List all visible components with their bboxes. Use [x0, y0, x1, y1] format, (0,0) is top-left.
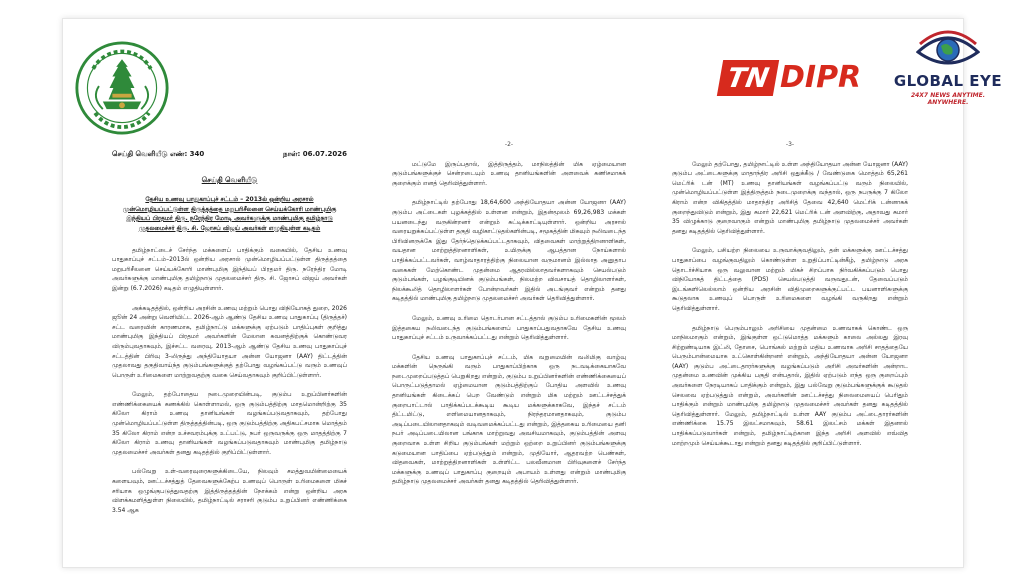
paragraph: தமிழ்நாட்டில் தற்போது 18,64,600 அந்தியோதயா அன்ன யோஜனா (AAY) குடும்ப அட்டைகள் புழக்கத்தில் உள்ளன என்றும், இதன்மூலம் 69,26,983 மக்கள் பயனடைந்து வருகின்றனர் என்றும் சுட்டிக்காட்டியுள்ளார். ஒன்றிய அரசால் வரையறுக்கப்பட்டுள்ள தகுதி வழிகாட்டுதல்களின்படி, சமூகத்தின் மிகவும் நலிவடைந்த பிரிவினருக்கே இது தேர்ந்தெடுக்கப்பட்டதாகவும், விதவைகள் மாற்றுத்திறனாளிகள், வயதான மாற்றுத்திறனாளிகள், உயிருக்கு ஆபத்தான நோய்களால் பாதிக்கப்பட்டவர்கள், வாழ்வாதாரத்திற்கு நிலையான வருமானம் இல்லாத அனுதாப வகைகள் மேற்கொண்ட முதன்மை ஆதரவில்லாதவர்களாகவும் செயல்படும் குடும்பங்கள், பழங்குடியினக் குடும்பங்கள், நிலமற்ற விவசாயத் தொழிலாளர்கள், நிலக்கூலித் தொழிலாளர்கள் போன்றவர்கள் இதில் அடங்குவர் என்றும் தனது கடிதத்தில் மாண்புமிகு தமிழ்நாடு முதலமைச்சர் அவர்கள் தெரிவித்துள்ளார்.	[392, 199, 626, 303]
paragraph: மேலும், உணவு உரிமை தொடர்பான சட்டத்தால் குடும்ப உரிமைகளின் மூலம் இத்தகைய நலிவடைந்த குடும்பங்களைப் பாதுகாப்பதுவதாகவே தேசிய உணவு பாதுகாப்புச் சட்டம் உருவாக்கப்பட்டது என்றும் தெரிவித்துள்ளார்.	[392, 314, 626, 342]
global-eye-logo	[890, 30, 1006, 110]
release-date: நாள்: 06.07.2026	[283, 150, 347, 158]
paragraph: தமிழ்நாட்டைச் சேர்ந்த மக்களைப் பாதிக்கும் வகையில், தேசிய உணவு பாதுகாப்புச் சட்டம்–2013ல் ஒன்றிய அரசால் முன்மொழியப்பட்டுள்ள திருத்தத்தை மறுபரிசீலனை செய்யக்கோரி மாண்புமிகு இந்தியப் பிரதமர் திரு. நரேந்திர மோடி அவர்களுக்கு மாண்புமிகு தமிழ்நாடு முதலமைச்சர் திரு. சி. ஜோசப் விஜய் அவர்கள் இன்று (6.7.2026) கடிதம் எழுதியுள்ளார்.	[112, 246, 347, 292]
column-one	[112, 150, 347, 525]
paragraph: மேலும், பசியற்ற நிலையை உருவாக்குவதிலும், தன் மக்களுக்கு ஊட்டச்சத்து பாதுகாப்பை வழங்குவதிலும் கொண்டுள்ள உறுதிப்பாட்டின்கீழ், தமிழ்நாடு அரசு தொடர்ச்சியாக ஒரு வலுவான மற்றும் மிகச் சிறப்பாக நிர்வகிக்கப்படும் பொது விநியோகத் திட்டத்தை (PDS) செயல்படுத்தி வருவதுடன், தேவைப்படும் இடங்களிலெல்லாம் ஒன்றிய அரசின் விதிமுறைகளுக்குட்பட்ட பயனாளிகளுக்கு கூடுதலாக உணவுப் பொருள் உரிமைகளை வழங்கி வருகிறது என்றும் தெரிவித்துள்ளார்.	[672, 247, 908, 312]
tndipr-logo	[720, 60, 872, 96]
column-two	[392, 141, 626, 497]
global-eye-name: GLOBAL EYE	[893, 72, 1003, 90]
release-heading: செய்தி வெளியீடு	[201, 175, 258, 184]
temple-emblem-icon	[74, 40, 170, 136]
page-number: -2-	[504, 141, 514, 148]
release-meta	[112, 150, 347, 160]
global-eye-tagline: 24X7 NEWS ANYTIME. ANYWHERE.	[910, 92, 986, 106]
eye-globe-icon	[916, 30, 980, 70]
paragraph: அக்கடிதத்தில், ஒன்றிய அரசின் உணவு மற்றும் பொது விநியோகத் துறை, 2026 ஜூன் 24 அன்று வெளியிட்ட 2026-ஆம் ஆண்டு தேசிய உணவு பாதுகாப்பு (திருத்தச்) சட்ட வரைவின் காரணமாக, தமிழ்நாட்டு மக்களுக்கு ஏற்படும் பாதிப்புகள் குறித்து மாண்புமிகு இந்தியப் பிரதமர் அவர்களின் மேலான கவனத்திற்குக் கொண்டுவர விரும்புவதாகவும், இச்சட்ட வரைவு, 2013-ஆம் ஆண்டு தேசிய உணவு பாதுகாப்புச் சட்டத்தின் பிரிவு 3-லிருந்து அந்தியோதயா அன்ன யோஜனா (AAY) திட்டத்தின் முதலாவது தகுதிவாய்ந்த குடும்பங்களுக்குத் தற்போது வழங்கப்பட்டு வரும் உணவுப் பொருள் உரிமைகளை மாற்றுவதற்கு வகை செய்வதாகவும் குறிப்பிட்டுள்ளார்.	[112, 304, 347, 379]
paragraph: பல்வேறு உள்-வரைவுரைகளுக்கிடையே, நிலவும் சமத்துவமின்மையைக் களையவும், ஊட்டச்சத்துத் தேவைகளுக்கேற்ப உணவுப் பொருள் உரிமைகளை மிகச் சரியாக ஒழுங்குபடுத்துவதற்கு இத்திருத்தத்தின் நோக்கம் என்று ஒன்றிய அரசு விளக்கமளித்துள்ள நிலையில், தமிழ்நாட்டில் சராசரி குடும்ப உறுப்பினர் எண்ணிக்கை 3.54 ஆக	[112, 468, 347, 514]
release-subheading: தேசிய உணவு பாதுகாப்புச் சட்டம் – 2013ல் ஒன்றிய அரசால் முன்மொழியப்பட்டுள்ள திருத்தத்தை மறுபரிசீலனை செய்யக்கோரி மாண்புமிகு இந்தியப் பிரதமர் திரு. நரேந்திர மோடி அவர்களுக்கு மாண்புமிகு தமிழ்நாடு முதலமைச்சர் திரு. சி. ஜோசப் விஜய் அவர்கள் எழுதியுள்ள கடிதம்	[122, 196, 337, 232]
paragraph: மேலும், தற்போதைய நடைமுறையின்படி, குடும்ப உறுப்பினர்களின் எண்ணிக்கையைக் கணக்கில் கொள்ளாமல், ஒரு குடும்பத்திற்கு மாதமொன்றிற்கு 35 கிலோ கிராம் உணவு தானியங்கள் வழங்கப்படுவதாகவும், தற்போது முன்மொழியப்பட்டுள்ள திருத்தத்தின்படி, ஒரு குடும்பத்திற்கு அதிகபட்சமாக மொத்தம் 35 கிலோ கிராம் என்ற உச்சவரம்புக்கு உட்பட்டு, நபர் ஒருவருக்கு ஒரு மாதத்திற்கு 7 கிலோ கிராம் உணவு தானியங்கள் வழங்கப்படுவதாகவும் மாண்புமிகு தமிழ்நாடு முதலமைச்சர் அவர்கள் தனது கடிதத்தில் குறிப்பிட்டுள்ளார்.	[112, 391, 347, 456]
page-number: -3-	[785, 141, 795, 148]
tndipr-dipr: DIPR	[780, 60, 862, 95]
release-number: செய்தி வெளியீடு எண்: 340	[112, 150, 205, 158]
paragraph: தேசிய உணவு பாதுகாப்புச் சட்டம், மிக வறுமையின் வலிமிகு வாழ்வு மக்களின் நெருங்கி வரும் பாதுகாப்பிற்காக ஒரு நடவடிக்கையாகவே நடைமுறைப்படுத்தப் பெறுகிறது என்றும், குடும்ப உறுப்பினர்களின் எண்ணிக்கையைப் பொருட்படுத்தாமல் ஏழ்மையான குடும்பத்திற்குப் போதிய அளவில் உணவு தானியங்கள் கிடைக்கப் பெற வேண்டும் என்றும் மிக மற்றும் ஊட்டச்சத்துக் குறைபாட்டால் பாதிக்கப்படக்கூடிய கூடிய மக்களுக்காகவே, இந்தச் சட்டம் திட்டமிட்டு, எளிமையானதாகவும், நிரந்தரமானதாகவும், குடும்ப அடிப்படையிலானதாகவும் வடிவமைக்கப்பட்டது என்றும், இத்தகைய உரிமையை தனி நபர் அடிப்படையிலான பங்காக மாற்றுவது அவசியமாகவும், குடும்பத்தின் அளவு குறைவாக உள்ள சிறிய குடும்பங்கள் மற்றும் ஒற்றை உறுப்பினர் குடும்பங்களுக்கு கடுமையான பாதிப்பை ஏற்படுத்தும் என்றும், முதியோர், ஆதரவற்ற பெண்கள், விதவைகள், மாற்றுத்திறனாளிகள் உள்ளிட்ட பலவீனமான பிரிவுகளைச் சேர்ந்த மக்களுக்கு உணவுப் பாதுகாப்பு குறையும் அபாயம் உள்ளது என்றும் மாண்புமிகு தமிழ்நாடு முதலமைச்சர் அவர்கள் தனது கடிதத்தில் தெரிவித்துள்ளார்.	[392, 353, 626, 486]
tndipr-tn: TN	[717, 60, 779, 96]
paragraph: தமிழ்நாடு பெரும்பாலும் அரிசியை முதன்மை உணவாகக் கொண்ட ஒரு மாநிலமாகும் என்றும், இங்குள்ள ஒட்டுமொத்த மக்களும் காலை அல்லது இரவு சிற்றுண்டியாக இட்லி, தோசை, பொங்கல் மற்றும் மதிய உணவாக அரிசி சாதத்தையே பெரும்பான்மையாக உட்கொள்கின்றனர் என்றும், அந்தியோதயா அன்ன யோஜனா (AAY) குடும்ப அட்டைதாரர்களுக்கு வழங்கப்படும் அரிசி அவர்களின் அன்றாட முதன்மை உணவின் முக்கிய பகுதி என்பதால், இதில் ஏற்படும் எந்த ஒரு குறைப்பும் அவர்களை நேரடியாகப் பாதிக்கும் என்றும், இது பல்வேறு குடும்பங்களுக்குக் கூடுதல் செலவை ஏற்படுத்தும் என்றும், அவர்களின் ஊட்டச்சத்து நிலைமையைப் பெரிதும் பாதிக்கும் என்றும் மாண்புமிகு தமிழ்நாடு முதலமைச்சர் அவர்கள் தனது கடிதத்தில் தெரிவித்துள்ளார். மேலும், தமிழ்நாட்டில் உள்ள AAY குடும்ப அட்டைதாரர்களின் எண்ணிக்கை 15.75 இலட்சமாகவும், 58.61 இலட்சம் மக்கள் இதனால் பாதிக்கப்படுவார்கள் என்றும், தமிழ்நாட்டிற்கான இந்த அரிசி அளவில் எவ்வித மாற்றமும் செய்யக்கூடாது என்றும் தனது கடிதத்தில் குறிப்பிட்டுள்ளார்.	[672, 324, 908, 447]
paragraph: மேலும் தற்போது, தமிழ்நாட்டில் உள்ள அந்தியோதயா அன்ன யோஜனா (AAY) குடும்ப அட்டைகளுக்கு மாதாந்திர அரிசி ஒதுக்கீடு / வேண்டுகை மொத்தம் 65,261 மெட்ரிக் டன் (MT) உணவு தானியங்கள் வழங்கப்பட்டு வரும் நிலையில், முன்மொழியப்பட்டுள்ள இத்திருத்தம் நடைமுறைக்கு வந்தால், ஒரு நபருக்கு 7 கிலோ கிராம் என்ற விகிதத்தில் மாதாந்திர அரிசித் தேவை 42,640 மெட்ரிக் டன்னாகக் குறைந்துவிடும் என்றும், இது சுமார் 22,621 மெட்ரிக் டன் அளவிற்கு, அதாவது சுமார் 35 விழுக்காடு குறைவாகும் என்றும் மாண்புமிகு தமிழ்நாடு முதலமைச்சர் அவர்கள் தனது கடிதத்தில் தெரிவித்துள்ளார்.	[672, 160, 908, 235]
paragraph: மட்டுமே இருப்பதால், இத்திருத்தம், மாநிலத்தின் மிக ஏழ்மையான குடும்பங்களுக்குச் சென்றடையும் உணவு தானியங்களின் அளவைக் கணிசமாகக் குறைக்கும் எனத் தெரிவித்துள்ளார்.	[392, 160, 626, 187]
tamil-nadu-emblem	[74, 40, 170, 136]
column-three	[672, 141, 908, 458]
